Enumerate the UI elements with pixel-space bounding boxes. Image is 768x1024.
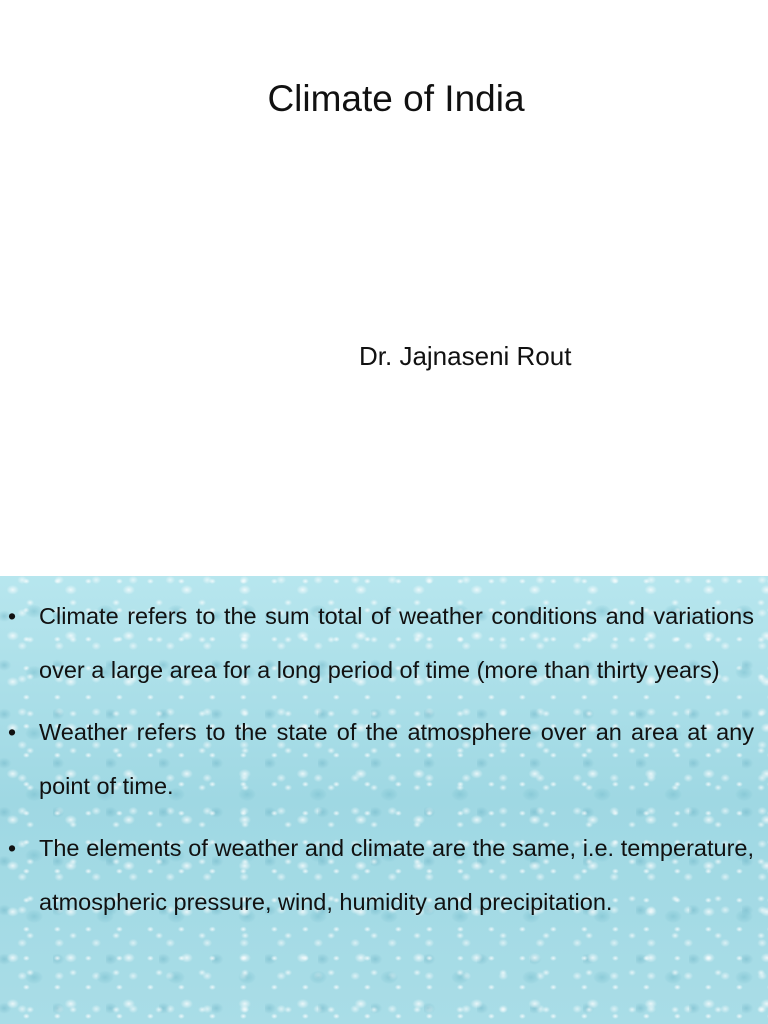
bullet-text: The elements of weather and climate are the same, i.e. temperature, atmospheric pressure, wind, humidity and precipitation. (39, 835, 754, 915)
slide-title: Climate of India (267, 78, 525, 119)
author-name: Dr. Jajnaseni Rout (359, 341, 572, 371)
bullet-text: Climate refers to the sum total of weather conditions and variations over a large area for a long period of time (more than thirty years) (39, 603, 754, 683)
bullet-item-weather-definition (0, 706, 768, 813)
bullet-text: Weather refers to the state of the atmosphere over an area at any point of time. (39, 719, 754, 799)
bullet-icon: • (8, 603, 17, 629)
bullet-item-elements (0, 822, 768, 929)
bullet-icon: • (8, 835, 17, 861)
bullet-item-climate-definition (0, 590, 768, 697)
bullet-list (0, 590, 768, 938)
water-droplet-panel (0, 576, 768, 1024)
bullet-icon: • (8, 719, 17, 745)
